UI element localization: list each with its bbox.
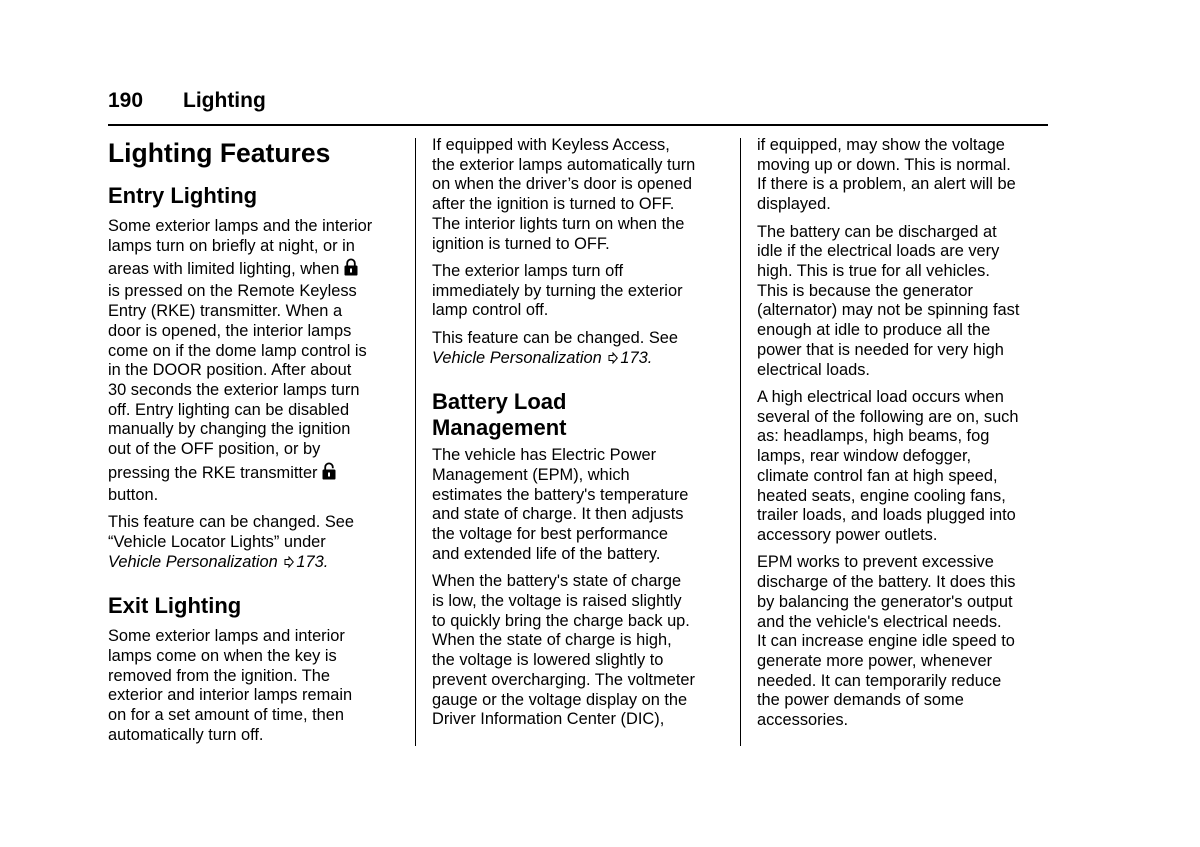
section-title: Lighting (183, 89, 266, 112)
entry-lighting-heading: Entry Lighting (108, 183, 258, 208)
entry-lighting-paragraph: Some exterior lamps and the interior lamps turn on briefly at night, or in areas with limited lighting, when is pressed on the Remote Keyless Entry (RKE) transmitter. When a door is opened, the interior lamps come on if the dome lamp control is in the DOOR position. After about 30 seconds the exterior lamps turn off. Entry lighting can be disabled manually by changing the ignition out of the OFF position, or by pressing the RKE transmitter button. (108, 217, 373, 504)
vehicle-personalization-link[interactable]: Vehicle Personalization (108, 552, 278, 571)
lamps-off-paragraph: The exterior lamps turn off immediately by turning the exterior lamp control off. (432, 262, 683, 320)
epm-intro-paragraph: The vehicle has Electric Power Management (EPM), which estimates the battery's temperature and state of charge. It then adjusts the voltage for best performance and extended life of the battery. (432, 446, 689, 563)
battery-load-heading: Battery Load Management (432, 389, 567, 441)
column-3 (757, 136, 1057, 739)
page-reference-arrow-icon (608, 352, 618, 364)
vehicle-personalization-link[interactable]: Vehicle Personalization (432, 348, 602, 367)
column-1 (108, 136, 408, 753)
entry-lighting-note: This feature can be changed. See “Vehicle Locator Lights” under Vehicle Personalization 173. (108, 513, 355, 571)
page-reference[interactable]: 173. (296, 552, 329, 571)
page-reference[interactable]: 173. (620, 348, 653, 367)
page-number: 190 (108, 89, 144, 112)
high-load-paragraph: A high electrical load occurs when several of the following are on, such as: headlamps, high beams, fog lamps, rear window defogger, climate control fan at high speed, heated seats, engine cooling fans, trailer loads, and loads plugged into accessory power outlets. (757, 388, 1019, 544)
exit-lighting-paragraph: Some exterior lamps and interior lamps come on when the key is removed from the ignition. The exterior and interior lamps remain on for a set amount of time, then automatically turn off. (108, 627, 353, 744)
column-divider (740, 138, 741, 746)
page-title: Lighting Features (108, 138, 331, 168)
idle-discharge-paragraph: The battery can be discharged at idle if the electrical loads are very high. This is true for all vehicles. This is because the generator (alternator) may not be spinning fast enough at idle to produce all the power that is needed for very high electrical loads. (757, 222, 1020, 379)
column-2 (432, 136, 732, 738)
keyless-access-paragraph: If equipped with Keyless Access, the exterior lamps automatically turn on when the driver’s door is opened after the ignition is turned to OFF. The interior lights turn on when the ignition is turned to OFF. (432, 136, 696, 253)
epm-works-paragraph: EPM works to prevent excessive discharge of the battery. It does this by balancing the generator's output and the vehicle's electrical needs. It can increase engine idle speed to generate more power, whenever needed. It can temporarily reduce the power demands of some accessories. (757, 553, 1016, 730)
exit-lighting-heading: Exit Lighting (108, 593, 242, 619)
voltage-display-paragraph: if equipped, may show the voltage moving up or down. This is normal. If there is a problem, an alert will be displayed. (757, 136, 1016, 214)
state-of-charge-paragraph: When the battery's state of charge is low, the voltage is raised slightly to quickly bring the charge back up. When the state of charge is high, the voltage is lowered slightly to prevent overcharging. The voltmeter gauge or the voltage display on the Driver Information Center (DIC), (432, 572, 695, 729)
unlock-icon (322, 462, 336, 480)
page-reference-arrow-icon (284, 556, 294, 568)
exit-lighting-note: This feature can be changed. See Vehicle Personalization 173. (432, 328, 679, 367)
header-rule (108, 124, 1048, 126)
lock-icon (344, 258, 358, 276)
column-divider (415, 138, 416, 746)
